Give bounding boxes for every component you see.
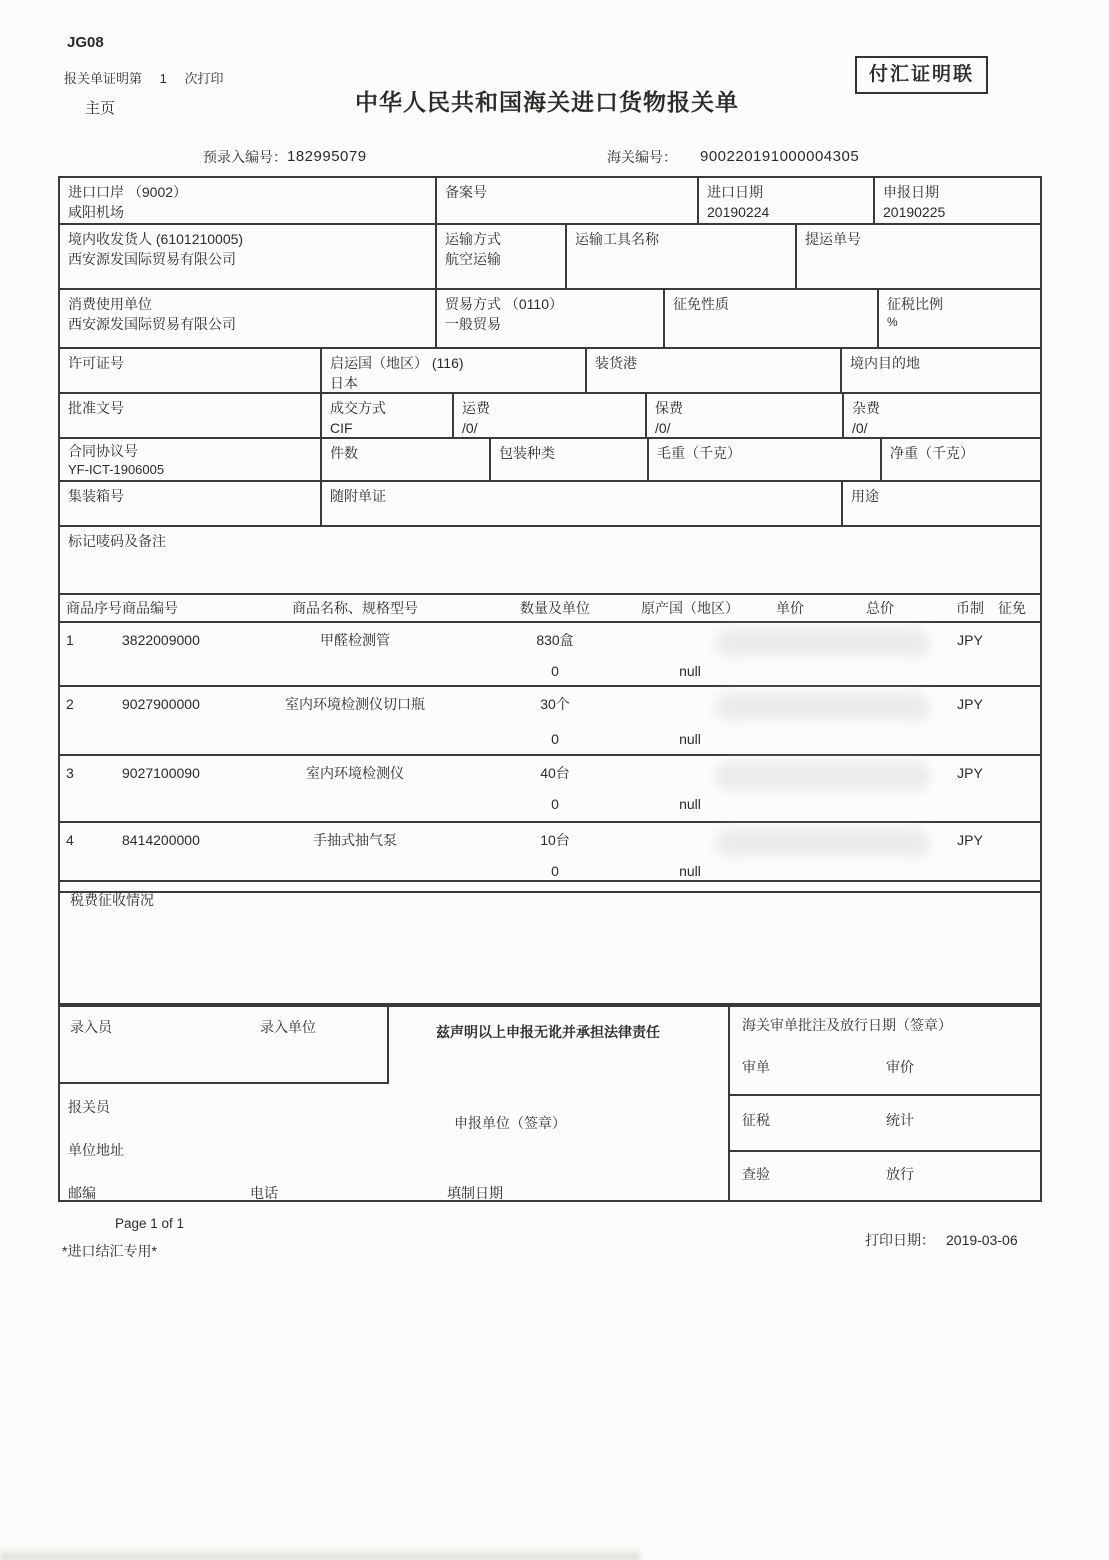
consignee-cell <box>60 225 437 288</box>
contract-value: YF-ICT-1906005 <box>68 462 165 478</box>
tax-collection-label: 税费征收情况 <box>70 892 154 908</box>
header-unit-price: 单价 <box>776 600 804 616</box>
gross-weight-label: 毛重（千克） <box>657 445 741 461</box>
header-origin: 原产国（地区） <box>641 600 739 616</box>
import-port-label: 进口口岸 （9002） <box>68 184 188 200</box>
print-date-label: 打印日期： <box>865 1232 935 1248</box>
trade-mode-value: 一般贸易 <box>445 316 501 333</box>
import-port-value: 咸阳机场 <box>68 204 124 221</box>
item-name: 室内环境检测仪切口瓶 <box>285 696 425 712</box>
transport-name-label: 运输工具名称 <box>575 231 659 247</box>
item-seq: 2 <box>66 696 74 712</box>
item-qty2: 0 <box>551 796 559 812</box>
declaration-form-table <box>58 176 1042 595</box>
record-number-label: 备案号 <box>445 184 487 200</box>
consumer-unit-value: 西安源发国际贸易有限公司 <box>68 316 236 333</box>
usage-label: 用途 <box>851 488 879 504</box>
pre-entry-number: 182995079 <box>287 148 367 165</box>
print-note <box>64 70 224 89</box>
usage-cell <box>843 482 1040 525</box>
customs-note-label: 海关审单批注及放行日期（签章） <box>742 1017 952 1033</box>
item-code: 9027900000 <box>122 696 200 712</box>
insurance-value: /0/ <box>655 420 671 437</box>
entry-unit-label: 录入单位 <box>260 1019 316 1035</box>
record-number-cell <box>437 178 699 223</box>
tax-stats-row <box>730 1096 1040 1152</box>
goods-table <box>58 593 1042 893</box>
home-label: 主页 <box>85 100 116 117</box>
transport-mode-cell <box>437 225 567 288</box>
form-row-5 <box>60 394 1040 439</box>
form-row-8 <box>60 527 1040 593</box>
container-label: 集装箱号 <box>68 488 124 504</box>
origin-country-value: 日本 <box>330 375 358 392</box>
copy-type-badge: 付汇证明联 <box>855 56 988 94</box>
marks-remarks-cell <box>60 527 1040 593</box>
print-note-number: 1 <box>159 71 167 86</box>
container-cell <box>60 482 322 525</box>
license-label: 许可证号 <box>68 355 124 371</box>
packages-cell <box>322 439 491 480</box>
signature-section <box>58 1005 1042 1202</box>
origin-country-label: 启运国（地区） (116) <box>330 355 464 371</box>
destination-cell <box>842 349 1040 392</box>
gross-weight-cell <box>649 439 882 480</box>
print-note-suffix: 次打印 <box>184 71 224 86</box>
release-label: 放行 <box>886 1166 914 1182</box>
zip-label: 邮编 <box>68 1185 96 1201</box>
terms-value: CIF <box>330 420 353 437</box>
documents-cell <box>322 482 843 525</box>
item-seq: 3 <box>66 765 74 781</box>
scan-edge-shadow <box>0 1546 640 1560</box>
item-qty: 30个 <box>540 696 570 712</box>
inspection-release-row <box>730 1152 1040 1198</box>
form-row-3 <box>60 290 1040 349</box>
unit-address-label: 单位地址 <box>68 1142 124 1158</box>
item-currency: JPY <box>957 696 983 712</box>
form-row-1 <box>60 178 1040 225</box>
approval-number-label: 批准文号 <box>68 400 124 416</box>
tax-ratio-cell <box>879 290 1040 347</box>
trade-mode-label: 贸易方式 （0110） <box>445 296 563 312</box>
tax-ratio-label: 征税比例 <box>887 296 943 312</box>
goods-row-3 <box>60 756 1040 823</box>
header-seq: 商品序号 <box>66 600 122 616</box>
item-qty: 830盒 <box>536 632 574 648</box>
header-qty: 数量及单位 <box>520 600 590 616</box>
form-row-2 <box>60 225 1040 290</box>
loading-port-cell <box>587 349 842 392</box>
header-currency: 币制 <box>956 600 984 616</box>
loading-port-label: 装货港 <box>595 355 637 371</box>
header-code: 商品编号 <box>122 600 178 616</box>
misc-fee-cell <box>844 394 1040 437</box>
documents-label: 随附单证 <box>330 488 386 504</box>
item-qty2: 0 <box>551 863 559 879</box>
item-qty2: 0 <box>551 731 559 747</box>
redacted-price-area <box>715 762 930 790</box>
exemption-nature-label: 征免性质 <box>673 296 729 312</box>
declare-unit-label: 申报单位（签章） <box>454 1115 566 1131</box>
broker-label: 报关员 <box>68 1099 110 1115</box>
terms-cell <box>322 394 454 437</box>
tax-ratio-unit: % <box>887 315 898 330</box>
item-qty2: 0 <box>551 663 559 679</box>
consumer-unit-cell <box>60 290 437 347</box>
item-currency: JPY <box>957 632 983 648</box>
insurance-label: 保费 <box>655 400 683 416</box>
customs-note-row <box>730 1007 1040 1096</box>
goods-row-2 <box>60 687 1040 756</box>
valuation-label: 审价 <box>886 1059 914 1075</box>
review-label: 审单 <box>742 1059 770 1075</box>
contract-label: 合同协议号 <box>68 443 138 459</box>
phone-label: 电话 <box>250 1185 278 1201</box>
license-cell <box>60 349 322 392</box>
item-seq: 4 <box>66 832 74 848</box>
page-title: 中华人民共和国海关进口货物报关单 <box>355 89 739 115</box>
print-date-value: 2019-03-06 <box>946 1232 1018 1248</box>
form-row-7 <box>60 482 1040 527</box>
insurance-cell <box>647 394 844 437</box>
consignee-label: 境内收发货人 (6101210005) <box>68 231 244 247</box>
transport-mode-label: 运输方式 <box>445 231 501 247</box>
consumer-unit-label: 消费使用单位 <box>68 296 152 312</box>
import-date-cell <box>699 178 875 223</box>
item-currency: JPY <box>957 765 983 781</box>
misc-fee-label: 杂费 <box>852 400 880 416</box>
marks-remarks-label: 标记唛码及备注 <box>68 533 166 549</box>
header-total-price: 总价 <box>866 600 894 616</box>
destination-label: 境内目的地 <box>850 355 920 371</box>
customs-number-label: 海关编号： <box>607 149 677 165</box>
item-origin: null <box>679 863 701 879</box>
purpose-note: *进口结汇专用* <box>62 1243 157 1259</box>
import-date-value: 20190224 <box>707 204 770 221</box>
header-exempt: 征免 <box>998 600 1026 616</box>
print-note-prefix: 报关单证明第 <box>64 71 143 86</box>
item-code: 9027100090 <box>122 765 200 781</box>
transport-mode-value: 航空运输 <box>445 251 501 268</box>
form-code: JG08 <box>67 34 104 51</box>
item-qty: 10台 <box>540 832 570 848</box>
transport-name-cell <box>567 225 797 288</box>
misc-fee-value: /0/ <box>852 420 868 437</box>
page-info: Page 1 of 1 <box>115 1216 185 1231</box>
declare-date-cell <box>875 178 1040 223</box>
form-row-6 <box>60 439 1040 482</box>
consignee-value: 西安源发国际贸易有限公司 <box>68 251 236 268</box>
item-seq: 1 <box>66 632 74 648</box>
terms-label: 成交方式 <box>330 400 386 416</box>
goods-row-1 <box>60 623 1040 687</box>
declaration-statement: 兹声明以上申报无讹并承担法律责任 <box>436 1024 660 1040</box>
item-name: 甲醛检测管 <box>320 632 390 648</box>
freight-label: 运费 <box>462 400 490 416</box>
form-row-4 <box>60 349 1040 394</box>
item-qty: 40台 <box>540 765 570 781</box>
item-origin: null <box>679 731 701 747</box>
contract-cell <box>60 439 322 480</box>
customs-number: 900220191000004305 <box>700 148 860 165</box>
goods-table-header <box>60 595 1040 623</box>
import-port-cell <box>60 178 437 223</box>
net-weight-label: 净重（千克） <box>890 445 974 461</box>
redacted-price-area <box>715 693 930 721</box>
redacted-price-area <box>715 629 930 657</box>
packages-label: 件数 <box>330 445 358 461</box>
bill-number-cell <box>797 225 1040 288</box>
stats-label: 统计 <box>886 1112 914 1128</box>
package-type-cell <box>491 439 649 480</box>
redacted-price-area <box>715 829 930 857</box>
freight-value: /0/ <box>462 420 478 437</box>
net-weight-cell <box>882 439 1040 480</box>
import-date-label: 进口日期 <box>707 184 763 200</box>
exemption-nature-cell <box>665 290 879 347</box>
entry-clerk-box <box>60 1007 389 1084</box>
pre-entry-number-label: 预录入编号： <box>203 149 287 165</box>
item-code: 3822009000 <box>122 632 200 648</box>
item-origin: null <box>679 663 701 679</box>
trade-mode-cell <box>437 290 665 347</box>
entry-clerk-label: 录入员 <box>70 1019 112 1035</box>
origin-country-cell <box>322 349 587 392</box>
customs-approval-column <box>728 1007 1040 1200</box>
item-name: 室内环境检测仪 <box>306 765 404 781</box>
fill-date-label: 填制日期 <box>447 1185 503 1201</box>
inspection-label: 查验 <box>742 1166 770 1182</box>
item-code: 8414200000 <box>122 832 200 848</box>
tax-collection-box <box>58 880 1042 1005</box>
declare-date-value: 20190225 <box>883 204 946 221</box>
item-origin: null <box>679 796 701 812</box>
package-type-label: 包装种类 <box>499 445 555 461</box>
approval-number-cell <box>60 394 322 437</box>
item-name: 手抽式抽气泵 <box>313 832 397 848</box>
declare-date-label: 申报日期 <box>883 184 939 200</box>
header-name: 商品名称、规格型号 <box>292 600 418 616</box>
bill-number-label: 提运单号 <box>805 231 861 247</box>
tax-label: 征税 <box>742 1112 770 1128</box>
item-currency: JPY <box>957 832 983 848</box>
freight-cell <box>454 394 647 437</box>
